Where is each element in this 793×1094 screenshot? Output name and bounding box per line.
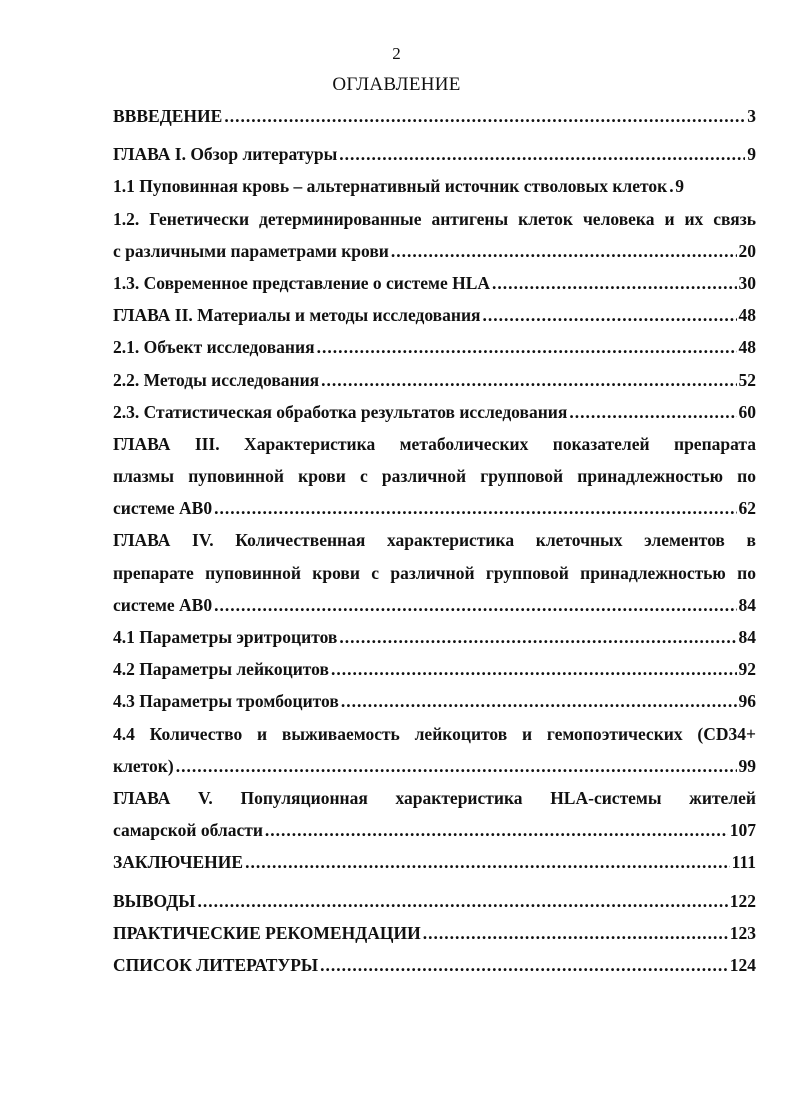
toc-entry-text: 2.1. Объект исследования (113, 337, 315, 358)
leader-dots (483, 299, 737, 331)
toc-entry-text: ВЫВОДЫ (113, 890, 196, 911)
toc-entry-chapter-3-line1[interactable] (113, 428, 756, 460)
toc-entry-page: 20 (738, 240, 756, 261)
toc-entry-section-1-2-line1[interactable] (113, 203, 756, 235)
toc-entry-text: плазмы пуповинной крови с различной групповой принадлежностью по (113, 466, 756, 487)
toc-entry-page: 124 (729, 954, 756, 975)
toc-entry-section-1-3[interactable] (113, 267, 756, 299)
toc-entry-chapter-3-line2[interactable] (113, 460, 756, 492)
toc-entry-intro[interactable] (113, 100, 756, 132)
toc-entry-page: 9 (747, 144, 756, 165)
leader-dots (331, 653, 737, 685)
toc-entry-page: 96 (738, 691, 756, 712)
leader-dots (198, 885, 728, 917)
toc-entry-text: ГЛАВА II. Материалы и методы исследования (113, 305, 481, 326)
toc-entry-references[interactable] (113, 949, 756, 981)
leader-dots (339, 138, 745, 170)
toc-entry-text: клеток) (113, 755, 174, 776)
toc-entry-section-4-4-line1[interactable] (113, 718, 756, 750)
leader-dots (245, 846, 730, 878)
toc-entry-text: системе АВ0 (113, 498, 213, 519)
toc-entry-text: 1.1 Пуповинная кровь – альтернативный источник стволовых клеток (113, 176, 668, 197)
toc-entry-page: 123 (729, 922, 756, 943)
toc-entry-text: ГЛАВА V. Популяционная характеристика HLA-системы жителей (113, 787, 756, 808)
page-number: 2 (392, 44, 401, 63)
toc-entry-section-1-1[interactable] (113, 170, 756, 202)
toc-entry-page: 99 (738, 755, 756, 776)
toc-entry-text: ГЛАВА III. Характеристика метаболических показателей препарата (113, 433, 756, 454)
leader-dots (320, 949, 728, 981)
toc-entry-page: 48 (738, 337, 756, 358)
leader-dots (423, 917, 728, 949)
toc-entry-text: 4.2 Параметры лейкоцитов (113, 659, 329, 680)
toc-entry-text: ВВВЕДЕНИЕ (113, 106, 223, 126)
toc-entry-page: 48 (738, 305, 756, 326)
leader-dots (669, 170, 673, 202)
toc-entry-text: 4.1 Параметры эритроцитов (113, 627, 338, 647)
toc-title: ОГЛАВЛЕНИЕ (332, 74, 461, 95)
toc-entry-section-2-3[interactable] (113, 396, 756, 428)
toc-entry-page: 60 (738, 401, 756, 422)
toc-entry-text: 2.3. Статистическая обработка результатов исследования (113, 401, 568, 422)
leader-dots (321, 364, 736, 396)
toc-entry-page: 62 (738, 498, 756, 519)
toc-entry-chapter-4-line2[interactable] (113, 557, 756, 589)
toc-entry-page: 84 (738, 627, 756, 647)
leader-dots (341, 685, 737, 717)
toc-entry-recommendations[interactable] (113, 917, 756, 949)
toc-entry-page: 111 (731, 852, 756, 873)
toc-entry-chapter-5-line2[interactable] (113, 814, 756, 846)
leader-dots (492, 267, 736, 299)
toc-entry-page: 9 (675, 176, 684, 197)
toc-entry-chapter-1[interactable] (113, 138, 756, 170)
toc-entry-section-2-1[interactable] (113, 331, 756, 363)
toc-entry-text: 4.4 Количество и выживаемость лейкоцитов и гемопоэтических (CD34+ (113, 723, 756, 744)
toc-entry-chapter-4-line1[interactable] (113, 524, 756, 556)
toc-entry-section-1-2-line2[interactable] (113, 235, 756, 267)
toc-entry-text: 4.3 Параметры тромбоцитов (113, 691, 339, 712)
toc-entry-page: 92 (738, 659, 756, 680)
toc-entry-text: 1.3. Современное представление о системе HLA (113, 272, 491, 293)
toc-entry-chapter-5-line1[interactable] (113, 782, 756, 814)
leader-dots (569, 396, 736, 428)
toc-entry-chapter-2[interactable] (113, 299, 756, 331)
toc-entry-chapter-4-line3[interactable] (113, 589, 756, 621)
toc-entry-page: 30 (738, 272, 756, 293)
leader-dots (317, 331, 737, 363)
toc-entry-page: 3 (747, 106, 756, 126)
toc-entry-findings[interactable] (113, 885, 756, 917)
toc-entry-chapter-3-line3[interactable] (113, 492, 756, 524)
toc-entry-text: ПРАКТИЧЕСКИЕ РЕКОМЕНДАЦИИ (113, 922, 421, 943)
toc-entry-section-4-3[interactable] (113, 685, 756, 717)
toc-entry-text: 2.2. Методы исследования (113, 369, 320, 390)
toc-entry-text: 1.2. Генетически детерминированные антигены клеток человека и их связь (113, 208, 756, 229)
leader-dots (265, 814, 728, 846)
leader-dots (224, 100, 745, 132)
toc-entry-section-4-1[interactable] (113, 621, 756, 653)
leader-dots (176, 750, 737, 782)
toc-entry-text: системе АВ0 (113, 594, 213, 615)
toc-entry-page: 122 (729, 890, 756, 911)
toc-entry-text: ГЛАВА I. Обзор литературы (113, 144, 338, 165)
toc-entry-page: 107 (729, 820, 756, 841)
toc-entry-text: препарате пуповинной крови с различной групповой принадлежностью по (113, 562, 756, 583)
toc-entry-text: самарской области (113, 820, 263, 841)
leader-dots (339, 621, 736, 653)
leader-dots (391, 235, 737, 267)
toc-entry-text: с различными параметрами крови (113, 240, 389, 261)
toc-entry-page: 52 (738, 369, 756, 390)
leader-dots (214, 492, 736, 524)
toc-entry-conclusion[interactable] (113, 846, 756, 878)
toc-entry-text: СПИСОК ЛИТЕРАТУРЫ (113, 954, 319, 975)
table-of-contents (113, 100, 756, 981)
leader-dots (214, 589, 736, 621)
toc-entry-section-4-2[interactable] (113, 653, 756, 685)
toc-entry-text: ГЛАВА IV. Количественная характеристика клеточных элементов в (113, 530, 756, 551)
toc-entry-page: 84 (738, 594, 756, 615)
toc-entry-section-2-2[interactable] (113, 364, 756, 396)
toc-entry-text: ЗАКЛЮЧЕНИЕ (113, 852, 244, 873)
toc-entry-section-4-4-line2[interactable] (113, 750, 756, 782)
